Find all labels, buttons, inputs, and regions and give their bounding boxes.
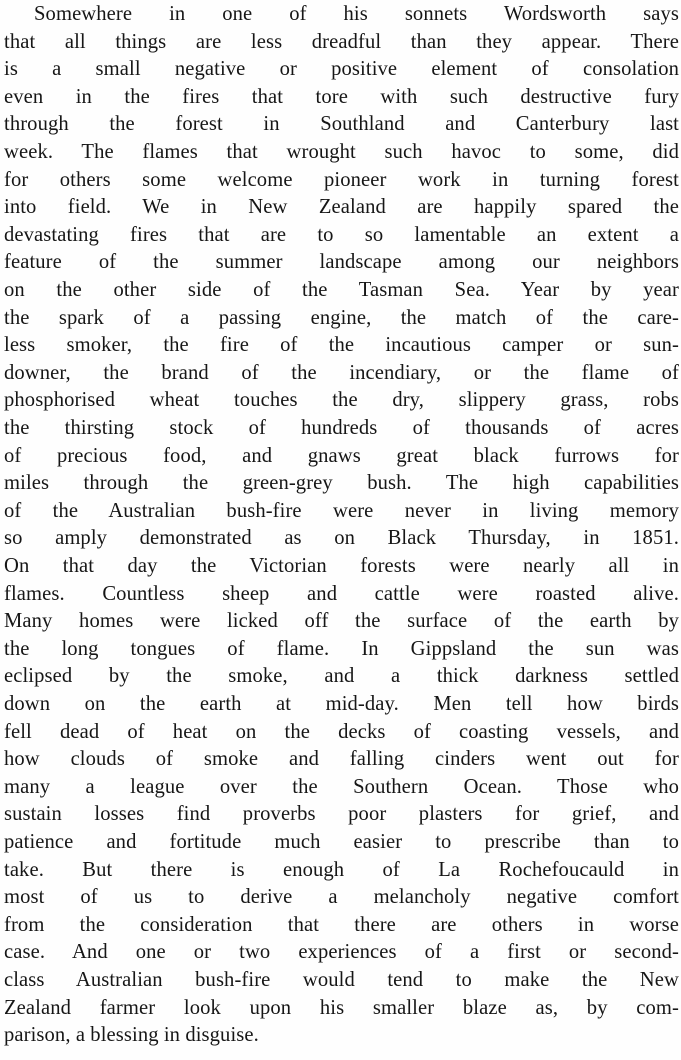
text-line: the thirsting stock of hundreds of thousands of acres — [4, 417, 679, 439]
text-line: fell dead of heat on the decks of coasting vessels, and — [4, 720, 679, 743]
text-line: the long tongues of flame. In Gippsland the sun was — [4, 637, 679, 660]
text-line: On that day the Victorian forests were nearly all in — [4, 555, 679, 577]
text-line: on the other side of the Tasman Sea. Year by year — [4, 279, 679, 301]
text-line: sustain losses find proverbs poor plasters for grief, and — [4, 803, 679, 826]
text-line: so amply demonstrated as on Black Thursday, in 1851. — [4, 527, 679, 550]
text-line: most of us to derive a melancholy negative comfort — [4, 886, 679, 909]
text-line: through the forest in Southland and Canterbury last — [4, 113, 679, 136]
text-line: many a league over the Southern Ocean. Those who — [4, 775, 679, 798]
text-line: flames. Countless sheep and cattle were roasted alive. — [4, 582, 679, 605]
text-line: Many homes were licked off the surface of the earth by — [4, 610, 679, 633]
text-line: from the consideration that there are others in worse — [4, 913, 679, 936]
text-line: parison, a blessing in disguise. — [4, 1024, 259, 1047]
text-line: of the Australian bush-fire were never in living memory — [4, 499, 679, 522]
text-line: case. And one or two experiences of a first or second- — [4, 941, 679, 964]
text-line: less smoker, the fire of the incautious camper or sun- — [4, 334, 679, 357]
text-line: the spark of a passing engine, the match of the care- — [4, 306, 679, 329]
text-line: is a small negative or positive element of consolation — [4, 58, 679, 81]
text-line: patience and fortitude much easier to prescribe than to — [4, 831, 679, 853]
text-line: how clouds of smoke and falling cinders went out for — [4, 748, 679, 771]
text-line: for others some welcome pioneer work in turning forest — [4, 168, 679, 191]
text-line: even in the fires that tore with such destructive fury — [4, 85, 679, 108]
text-line: miles through the green-grey bush. The high capabilities — [4, 472, 679, 495]
text-line: phosphorised wheat touches the dry, slippery grass, robs — [4, 389, 679, 412]
text-line: of precious food, and gnaws great black furrows for — [4, 444, 679, 467]
text-line: take. But there is enough of La Rochefoucauld in — [4, 858, 679, 881]
text-line: class Australian bush-fire would tend to make the New — [4, 969, 679, 991]
text-line: down on the earth at mid-day. Men tell how birds — [4, 693, 679, 715]
text-line: feature of the summer landscape among our neighbors — [4, 251, 679, 274]
text-line: eclipsed by the smoke, and a thick darkness settled — [4, 665, 679, 688]
text-line: devastating fires that are to so lamentable an extent a — [4, 223, 679, 246]
text-line: week. The flames that wrought such havoc to some, did — [4, 141, 679, 163]
text-line: downer, the brand of the incendiary, or the flame of — [4, 361, 679, 384]
text-line: into field. We in New Zealand are happily spared the — [4, 196, 679, 219]
text-line: Zealand farmer look upon his smaller blaze as, by com- — [4, 996, 679, 1019]
text-line: that all things are less dreadful than they appear. There — [4, 30, 679, 53]
text-line: Somewhere in one of his sonnets Wordsworth says — [34, 3, 679, 25]
